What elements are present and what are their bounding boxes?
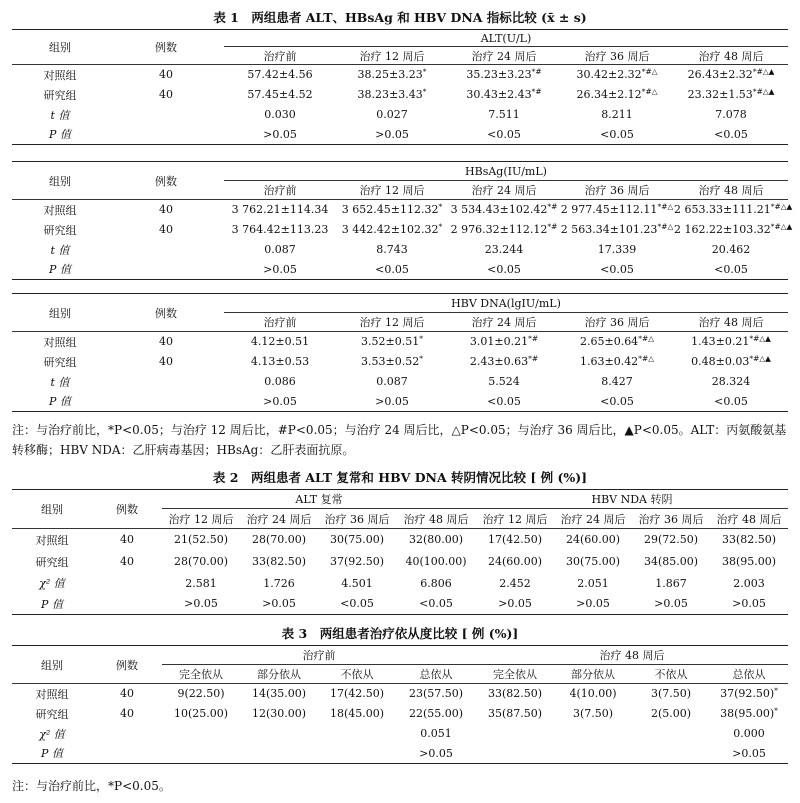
value-cell: 2 162.22±103.32*#△▲ <box>674 222 793 236</box>
value-cell: 38(95.00) <box>721 555 777 568</box>
stat-cell: 5.524 <box>488 375 520 388</box>
header-group: 组别 <box>12 294 108 332</box>
value-cell: 26.43±2.32*#△▲ <box>687 67 775 82</box>
subheader: 部分依从 <box>571 668 615 681</box>
table3-title: 表 3 两组患者治疗依从度比较 [ 例 (%)] <box>281 626 519 641</box>
value-cell: 38.23±3.43* <box>357 87 427 101</box>
subheader: 总依从 <box>732 668 766 681</box>
timepoint-header: 治疗 36 周后 <box>584 184 650 197</box>
value-cell: 9(22.50) <box>177 687 225 701</box>
timepoint-header: 治疗前 <box>263 49 297 63</box>
value-cell: 37(92.50) <box>329 555 385 568</box>
count-cell: 40 <box>120 555 134 568</box>
value-cell: 30.42±2.32*#△ <box>576 67 658 82</box>
value-cell: 4.12±0.51 <box>250 335 310 349</box>
p-row <box>12 125 788 145</box>
subheader: 不依从 <box>340 668 374 681</box>
span-header-after: 治疗 48 周后 <box>476 646 788 665</box>
table-row <box>12 551 788 573</box>
group-cell: 对照组 <box>35 533 69 547</box>
value-cell: 3 764.42±113.23 <box>231 223 329 236</box>
value-cell: 26.34±2.12*#△ <box>576 87 658 101</box>
value-cell: 40(100.00) <box>405 555 467 568</box>
subheader: 完全依从 <box>179 668 223 681</box>
value-cell: 2.43±0.63*# <box>469 354 539 368</box>
value-cell: 35.23±3.23*# <box>466 67 542 82</box>
timepoint-header: 治疗 12 周后 <box>359 184 425 197</box>
stat-cell: 28.324 <box>711 375 751 388</box>
value-cell: 3.01±0.21*# <box>469 334 539 349</box>
p-label: P 值 <box>49 263 71 277</box>
stat-cell: 7.511 <box>488 108 520 121</box>
stat-cell: 1.726 <box>263 576 295 590</box>
stat-cell: >0.05 <box>263 262 297 276</box>
p-label: P 值 <box>41 597 63 611</box>
t-label: t 值 <box>50 243 70 257</box>
t-label: t 值 <box>50 375 70 389</box>
subheader: 不依从 <box>654 668 688 681</box>
value-cell: 22(55.00) <box>408 707 464 720</box>
table1-title: 表 1 两组患者 ALT、HBsAg 和 HBV DNA 指标比较 (x̄ ± s) <box>213 10 587 25</box>
value-cell: 18(45.00) <box>329 707 385 720</box>
stat-cell: >0.05 <box>375 394 409 408</box>
table1-block-hbsag <box>12 161 793 280</box>
header-count: 例数 <box>108 294 224 332</box>
header-count: 例数 <box>92 646 162 684</box>
stat-cell: 2.452 <box>499 576 531 590</box>
header-count: 例数 <box>92 490 162 529</box>
value-cell: 30(75.00) <box>329 533 385 547</box>
table3 <box>12 645 788 764</box>
stat-cell: <0.05 <box>487 394 521 408</box>
group-cell: 研究组 <box>43 223 77 237</box>
group-cell: 研究组 <box>35 707 69 721</box>
stat-cell: 17.339 <box>597 243 637 256</box>
group-cell: 对照组 <box>35 687 69 701</box>
table-row <box>12 352 788 372</box>
stat-cell: 23.244 <box>484 243 524 256</box>
stat-cell: <0.05 <box>714 394 748 408</box>
count-cell: 40 <box>159 68 173 82</box>
subheader: 治疗 24 周后 <box>246 512 312 526</box>
header-group: 组别 <box>12 490 92 529</box>
chi-row <box>12 573 788 594</box>
value-cell: 35(87.50) <box>487 707 543 720</box>
stat-cell: 6.806 <box>420 576 452 590</box>
timepoint-header: 治疗 36 周后 <box>584 49 650 63</box>
t-row <box>12 105 788 125</box>
count-cell: 40 <box>159 203 173 217</box>
indicator-label: HBV DNA(lgIU/mL) <box>224 294 788 313</box>
t-row <box>12 240 788 260</box>
value-cell: 23.32±1.53*#△▲ <box>687 87 775 101</box>
value-cell: 1.63±0.42*#△ <box>579 354 654 368</box>
table3-note: 注：与治疗前比，*P<0.05。 <box>12 779 171 793</box>
stat-cell: <0.05 <box>375 262 409 276</box>
p-row <box>12 392 788 412</box>
timepoint-header: 治疗 24 周后 <box>471 184 537 197</box>
stat-cell: >0.05 <box>263 394 297 408</box>
value-cell: 33(82.50) <box>487 687 543 701</box>
stat-cell: <0.05 <box>600 394 634 408</box>
table1-note: 注：与治疗前比，*P<0.05；与治疗 12 周后比，#P<0.05；与治疗 24 周后比，△P<0.05；与治疗 36 周后比，▲P<0.05。ALT：丙氨酸氨基转移酶；HBV NDA：乙肝病毒基因；HBsAg：乙肝表面抗原。 <box>12 423 787 457</box>
value-cell: 33(82.50) <box>251 555 307 568</box>
subheader: 治疗 24 周后 <box>560 512 626 526</box>
p-row <box>12 744 788 764</box>
stat-cell: <0.05 <box>600 127 634 141</box>
stat-cell: 0.086 <box>264 375 296 388</box>
stat-cell: >0.05 <box>576 597 610 611</box>
indicator-label: ALT(U/L) <box>224 30 788 47</box>
value-cell: 29(72.50) <box>643 533 699 547</box>
table-row <box>12 200 788 220</box>
value-cell: 3(7.50) <box>572 707 614 720</box>
table-row <box>12 529 788 551</box>
count-cell: 40 <box>159 88 173 101</box>
value-cell: 38.25±3.23* <box>357 67 427 82</box>
stat-cell: >0.05 <box>732 746 766 760</box>
table-row <box>12 220 788 240</box>
subheader: 总依从 <box>419 668 453 681</box>
value-cell: 3.52±0.51* <box>361 334 423 349</box>
group-cell: 对照组 <box>43 335 77 349</box>
value-cell: 3 442.42±102.32* <box>341 222 443 236</box>
header-count: 例数 <box>108 30 224 65</box>
stat-cell: >0.05 <box>654 597 688 611</box>
span-header-before: 治疗前 <box>162 646 476 665</box>
count-cell: 40 <box>120 533 134 547</box>
value-cell: 3 652.45±112.32* <box>341 202 443 217</box>
value-cell: 1.43±0.21*#△▲ <box>691 334 771 349</box>
table-row <box>12 684 788 704</box>
stat-cell: 8.211 <box>601 108 633 121</box>
subheader: 部分依从 <box>257 668 301 681</box>
t-label: t 值 <box>50 108 70 122</box>
p-label: P 值 <box>49 395 71 409</box>
value-cell: 21(52.50) <box>173 533 229 547</box>
value-cell: 0.48±0.03*#△▲ <box>691 354 771 368</box>
header-count: 例数 <box>108 162 224 200</box>
stat-cell: <0.05 <box>600 262 634 276</box>
value-cell: 2 976.32±112.12*# <box>450 222 558 236</box>
header-group: 组别 <box>12 646 92 684</box>
stat-cell: 2.003 <box>733 576 765 590</box>
stat-cell: >0.05 <box>262 597 296 611</box>
value-cell: 30.43±2.43*# <box>466 87 542 101</box>
table-row <box>12 332 788 352</box>
value-cell: 4.13±0.53 <box>250 355 310 368</box>
value-cell: 30(75.00) <box>565 555 621 568</box>
value-cell: 2.65±0.64*#△ <box>579 334 654 349</box>
timepoint-header: 治疗 12 周后 <box>359 316 425 329</box>
table1-block-alt <box>12 29 788 145</box>
stat-cell: >0.05 <box>184 597 218 611</box>
group-cell: 研究组 <box>43 355 77 369</box>
stat-cell: <0.05 <box>419 597 453 611</box>
p-label: P 值 <box>41 747 63 761</box>
group-cell: 对照组 <box>43 68 77 82</box>
stat-cell: 0.051 <box>420 727 452 740</box>
value-cell: 2(5.00) <box>650 707 692 720</box>
value-cell: 10(25.00) <box>173 707 229 720</box>
table1-block-hbvdna <box>12 293 788 412</box>
value-cell: 17(42.50) <box>487 533 543 547</box>
value-cell: 33(82.50) <box>721 533 777 547</box>
stat-cell: <0.05 <box>487 127 521 141</box>
stat-cell: >0.05 <box>498 597 532 611</box>
subheader: 治疗 12 周后 <box>168 512 234 526</box>
timepoint-header: 治疗前 <box>263 184 297 197</box>
chi-row <box>12 724 788 744</box>
subheader: 完全依从 <box>493 668 537 681</box>
timepoint-header: 治疗 12 周后 <box>359 49 425 63</box>
value-cell: 3 762.21±114.34 <box>231 203 329 217</box>
stat-cell: 0.000 <box>733 727 765 740</box>
value-cell: 17(42.50) <box>329 687 385 701</box>
value-cell: 32(80.00) <box>408 533 464 547</box>
value-cell: 2 563.34±101.23*#△ <box>560 222 674 236</box>
p-row <box>12 260 788 280</box>
stat-cell: 0.087 <box>376 375 408 388</box>
stat-cell: 1.867 <box>655 576 687 590</box>
stat-cell: >0.05 <box>419 746 453 760</box>
span-header-alt: ALT 复常 <box>162 490 476 509</box>
table2-title: 表 2 两组患者 ALT 复常和 HBV DNA 转阴情况比较 [ 例 (%)] <box>212 470 588 485</box>
value-cell: 2 653.33±111.21*#△▲ <box>674 202 793 217</box>
header-group: 组别 <box>12 162 108 200</box>
indicator-label: HBsAg(IU/mL) <box>224 162 788 181</box>
value-cell: 3 534.43±102.42*# <box>450 202 558 217</box>
value-cell: 57.45±4.52 <box>247 88 313 101</box>
subheader: 治疗 48 周后 <box>716 512 782 526</box>
value-cell: 37(92.50)* <box>720 686 778 701</box>
table2 <box>12 489 788 615</box>
stat-cell: 0.030 <box>264 108 296 121</box>
t-row <box>12 372 788 392</box>
count-cell: 40 <box>159 223 173 236</box>
subheader: 治疗 36 周后 <box>324 512 390 526</box>
stat-cell: 8.743 <box>376 243 408 256</box>
stat-cell: <0.05 <box>487 262 521 276</box>
stat-cell: 8.427 <box>601 375 633 388</box>
value-cell: 34(85.00) <box>643 555 699 568</box>
value-cell: 3(7.50) <box>650 687 692 701</box>
count-cell: 40 <box>120 687 134 701</box>
group-cell: 研究组 <box>35 555 69 569</box>
stat-cell: 20.462 <box>711 243 751 256</box>
value-cell: 24(60.00) <box>487 555 543 568</box>
table-row <box>12 704 788 724</box>
stat-cell: <0.05 <box>714 127 748 141</box>
header-group: 组别 <box>12 30 108 65</box>
timepoint-header: 治疗 48 周后 <box>698 316 764 329</box>
p-label: P 值 <box>49 128 71 142</box>
timepoint-header: 治疗 24 周后 <box>471 49 537 63</box>
value-cell: 2 977.45±112.11*#△ <box>560 202 674 217</box>
table-row <box>12 65 788 85</box>
stat-cell: 7.078 <box>715 108 747 121</box>
stat-cell: 2.051 <box>577 576 609 590</box>
subheader: 治疗 12 周后 <box>482 512 548 526</box>
value-cell: 38(95.00)* <box>720 706 778 720</box>
value-cell: 28(70.00) <box>251 533 307 547</box>
stat-cell: <0.05 <box>714 262 748 276</box>
subheader: 治疗 48 周后 <box>403 512 469 526</box>
stat-cell: >0.05 <box>375 127 409 141</box>
count-cell: 40 <box>120 707 134 720</box>
span-header-hbv: HBV NDA 转阴 <box>476 490 788 509</box>
stat-cell: 0.027 <box>376 108 408 121</box>
timepoint-header: 治疗 36 周后 <box>584 316 650 329</box>
chi-label: χ² 值 <box>39 577 65 590</box>
value-cell: 57.42±4.56 <box>247 68 313 82</box>
value-cell: 24(60.00) <box>565 533 621 547</box>
stat-cell: 2.581 <box>185 576 217 590</box>
group-cell: 研究组 <box>43 88 77 102</box>
timepoint-header: 治疗 48 周后 <box>698 49 764 63</box>
stat-cell: 4.501 <box>341 576 373 590</box>
stat-cell: 0.087 <box>264 243 296 256</box>
value-cell: 14(35.00) <box>251 687 307 701</box>
value-cell: 3.53±0.52* <box>361 354 423 368</box>
stat-cell: <0.05 <box>340 597 374 611</box>
count-cell: 40 <box>159 335 173 349</box>
group-cell: 对照组 <box>43 203 77 217</box>
value-cell: 28(70.00) <box>173 555 229 568</box>
stat-cell: >0.05 <box>732 597 766 611</box>
value-cell: 4(10.00) <box>569 687 617 701</box>
timepoint-header: 治疗 48 周后 <box>698 184 764 197</box>
count-cell: 40 <box>159 355 173 368</box>
table-row <box>12 85 788 105</box>
p-row <box>12 594 788 615</box>
value-cell: 23(57.50) <box>408 687 464 701</box>
timepoint-header: 治疗前 <box>263 316 297 329</box>
subheader: 治疗 36 周后 <box>638 512 704 526</box>
chi-label: χ² 值 <box>39 727 65 741</box>
value-cell: 12(30.00) <box>251 707 307 720</box>
timepoint-header: 治疗 24 周后 <box>471 316 537 329</box>
stat-cell: >0.05 <box>263 127 297 141</box>
